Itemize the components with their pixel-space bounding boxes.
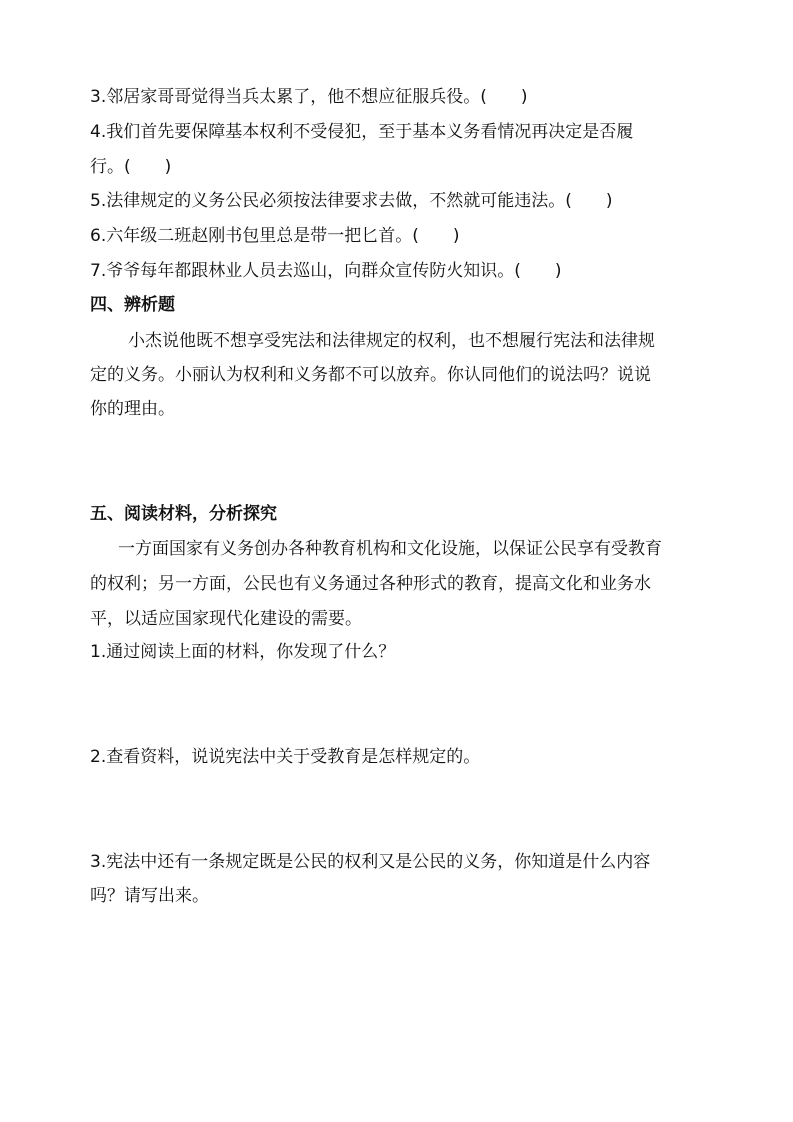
question-4-line-2: 行。( )	[90, 157, 172, 177]
question-4-line-1: 4.我们首先要保障基本权利不受侵犯，至于基本义务看情况再决定是否履	[90, 122, 634, 142]
material-line-3: 平，以适应国家现代化建设的需要。	[90, 609, 362, 629]
section-5-question-3-line-1: 3.宪法中还有一条规定既是公民的权利又是公民的义务，你知道是什么内容	[90, 852, 651, 872]
section-5-question-1: 1.通过阅读上面的材料，你发现了什么？	[90, 642, 396, 662]
section-4-line-2: 定的义务。小丽认为权利和义务都不可以放弃。你认同他们的说法吗？说说	[90, 365, 651, 385]
section-5-question-3-line-2: 吗？请写出来。	[90, 886, 209, 906]
section-5-question-2: 2.查看资料，说说宪法中关于受教育是怎样规定的。	[90, 747, 481, 767]
section-4-line-3: 你的理由。	[90, 399, 175, 419]
material-line-1: 一方面国家有义务创办各种教育机构和文化设施，以保证公民享有受教育	[118, 539, 662, 559]
section-4-title: 四、辨析题	[90, 295, 175, 315]
question-6: 6.六年级二班赵刚书包里总是带一把匕首。( )	[90, 226, 460, 246]
question-5: 5.法律规定的义务公民必须按法律要求去做，不然就可能违法。( )	[90, 191, 613, 211]
question-3: 3.邻居家哥哥觉得当兵太累了，他不想应征服兵役。( )	[90, 87, 528, 107]
section-4-line-1: 小杰说他既不想享受宪法和法律规定的权利，也不想履行宪法和法律规	[128, 331, 655, 351]
material-line-2: 的权利；另一方面，公民也有义务通过各种形式的教育，提高文化和业务水	[90, 574, 651, 594]
section-5-title: 五、阅读材料，分析探究	[90, 504, 277, 524]
question-7: 7.爷爷每年都跟林业人员去巡山，向群众宣传防火知识。( )	[90, 261, 562, 281]
